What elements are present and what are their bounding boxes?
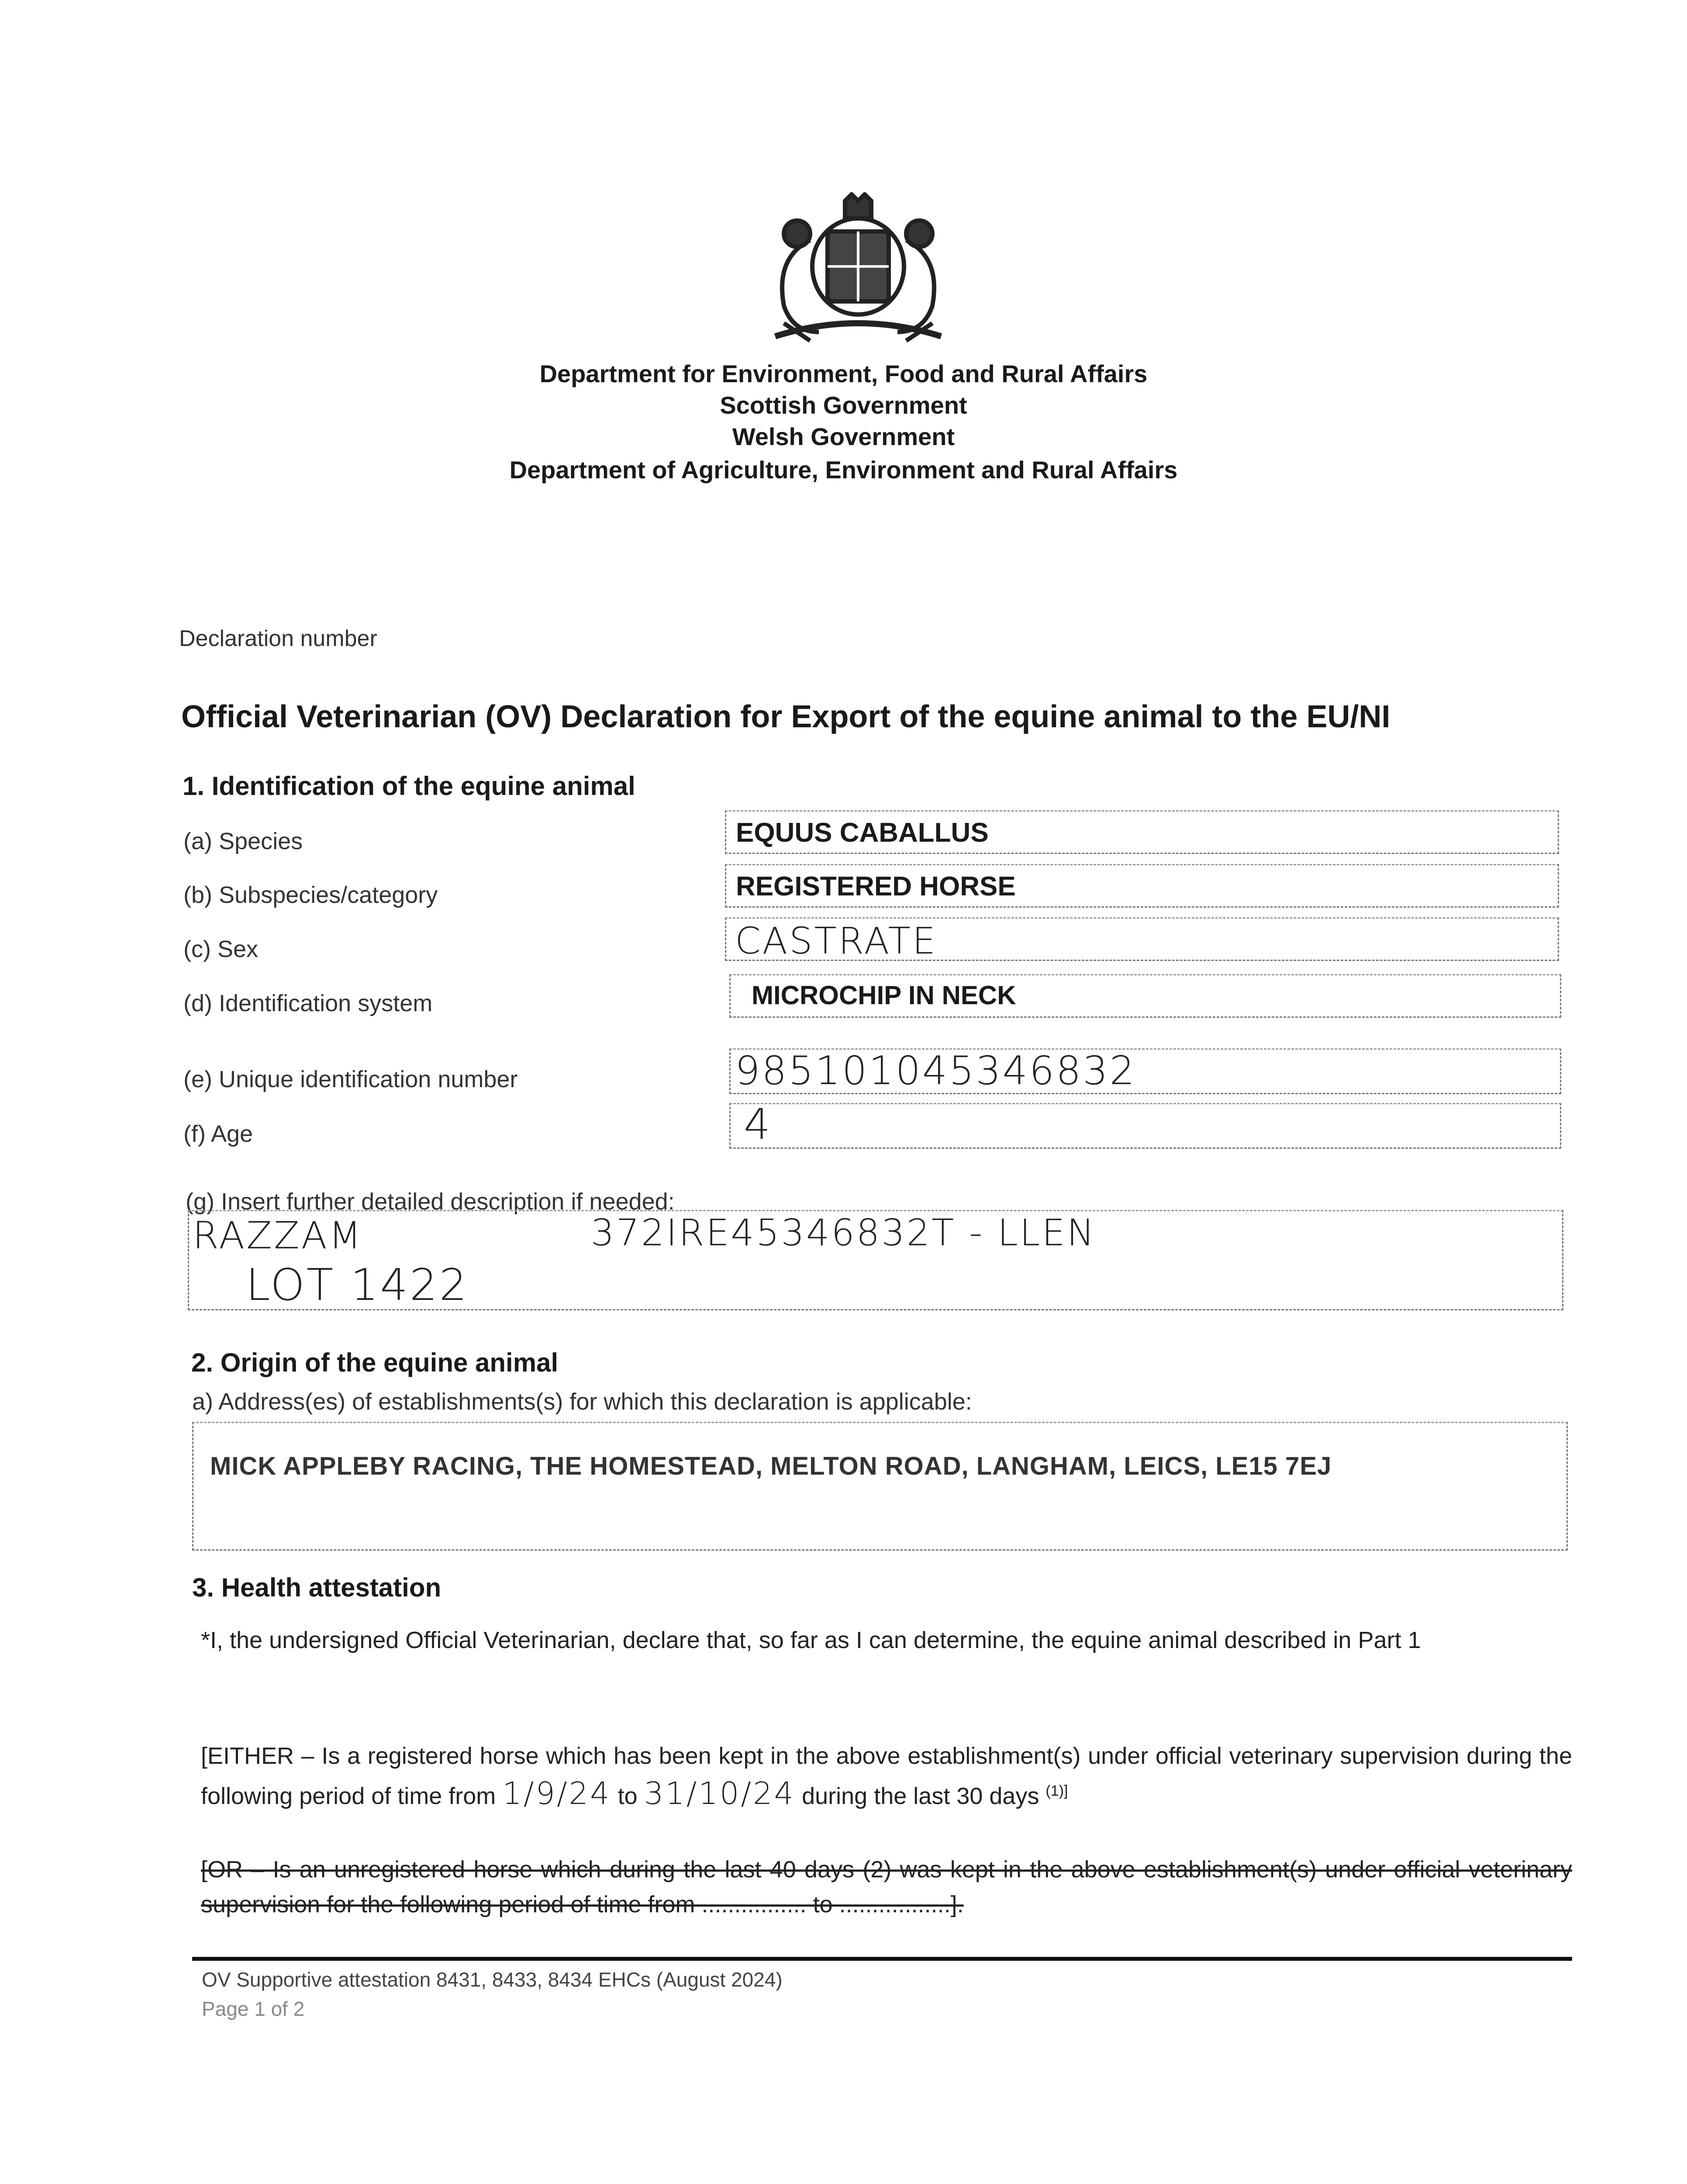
subspecies-value: REGISTERED HORSE [736,871,1016,902]
page-number: Page 1 of 2 [202,1997,305,2020]
either-clause-text: [EITHER – Is a registered horse which has been kept in the above establishment(s) under official veterinary supervision during the following period of time from [201,1743,1572,1809]
either-clause [201,1738,1572,1814]
establishment-address-value: MICK APPLEBY RACING, THE HOMESTEAD, MELTON ROAD, LANGHAM, LEICS, LE15 7EJ [210,1452,1332,1480]
species-field [725,810,1559,854]
section3-heading: 3. Health attestation [192,1573,442,1602]
field-label-identification-system: (d) Identification system [183,990,433,1016]
department-name: Department for Environment, Food and Rural Affairs [539,360,1148,387]
health-attestation-intro: *I, the undersigned Official Veterinarian, declare that, so far as I can determine, the equine animal described in Part 1 [201,1627,1421,1653]
field-label-unique-id: (e) Unique identification number [183,1066,518,1092]
declaration-number-label: Declaration number [179,626,377,651]
sex-value: CASTRATE [735,919,938,962]
field-label-age: (f) Age [183,1121,253,1147]
either-clause-end: during the last 30 days [802,1783,1039,1809]
age-value: 4 [744,1100,773,1149]
identification-system-field [729,974,1561,1018]
either-footnote-ref: (1)] [1045,1783,1068,1799]
identification-system-value: MICROCHIP IN NECK [752,981,1016,1010]
unique-id-value: 985101045346832 [735,1048,1136,1094]
department-name: Department of Agriculture, Environment and Rural Affairs [509,456,1178,484]
section1-heading: 1. Identification of the equine animal [183,771,635,801]
field-label-sex: (c) Sex [183,936,259,962]
section2-heading: 2. Origin of the equine animal [191,1348,559,1377]
establishment-address-field [192,1422,1568,1551]
passport-number-value: 372IRE45346832T - LLEN [591,1211,1096,1254]
department-name: Scottish Government [720,391,967,419]
subspecies-field [725,864,1559,908]
horse-name-value: RAZZAM [193,1214,363,1258]
lot-number-value: LOT 1422 [246,1259,469,1310]
species-value: EQUUS CABALLUS [736,818,989,848]
document-title: Official Veterinarian (OV) Declaration for Export of the equine animal to the EU/NI [181,699,1390,734]
footer-form-reference: OV Supportive attestation 8431, 8433, 8434 EHCs (August 2024) [202,1968,783,1991]
to-word: to [618,1783,638,1809]
royal-coat-of-arms-logo [758,192,959,354]
field-label-subspecies: (b) Subspecies/category [183,882,438,908]
sex-field [725,917,1559,961]
establishment-address-label: a) Address(es) of establishments(s) for which this declaration is applicable: [192,1389,972,1415]
further-description-label: (g) Insert further detailed description if needed: [186,1189,675,1215]
unique-id-field [729,1048,1561,1094]
further-description-field [188,1210,1563,1310]
footer-divider [192,1957,1572,1961]
supervision-to-date: 31/10/24 [644,1776,796,1811]
supervision-from-date: 1/9/24 [502,1776,611,1811]
department-name: Welsh Government [732,423,955,450]
field-label-species: (a) Species [183,828,303,854]
or-clause-struck-through: [OR – Is an unregistered horse which during the last 40 days (2) was kept in the above establishment(s) under official veterinary supervision for the following period of time from ................ to .................]. [201,1856,1572,1918]
age-field [729,1100,1561,1149]
